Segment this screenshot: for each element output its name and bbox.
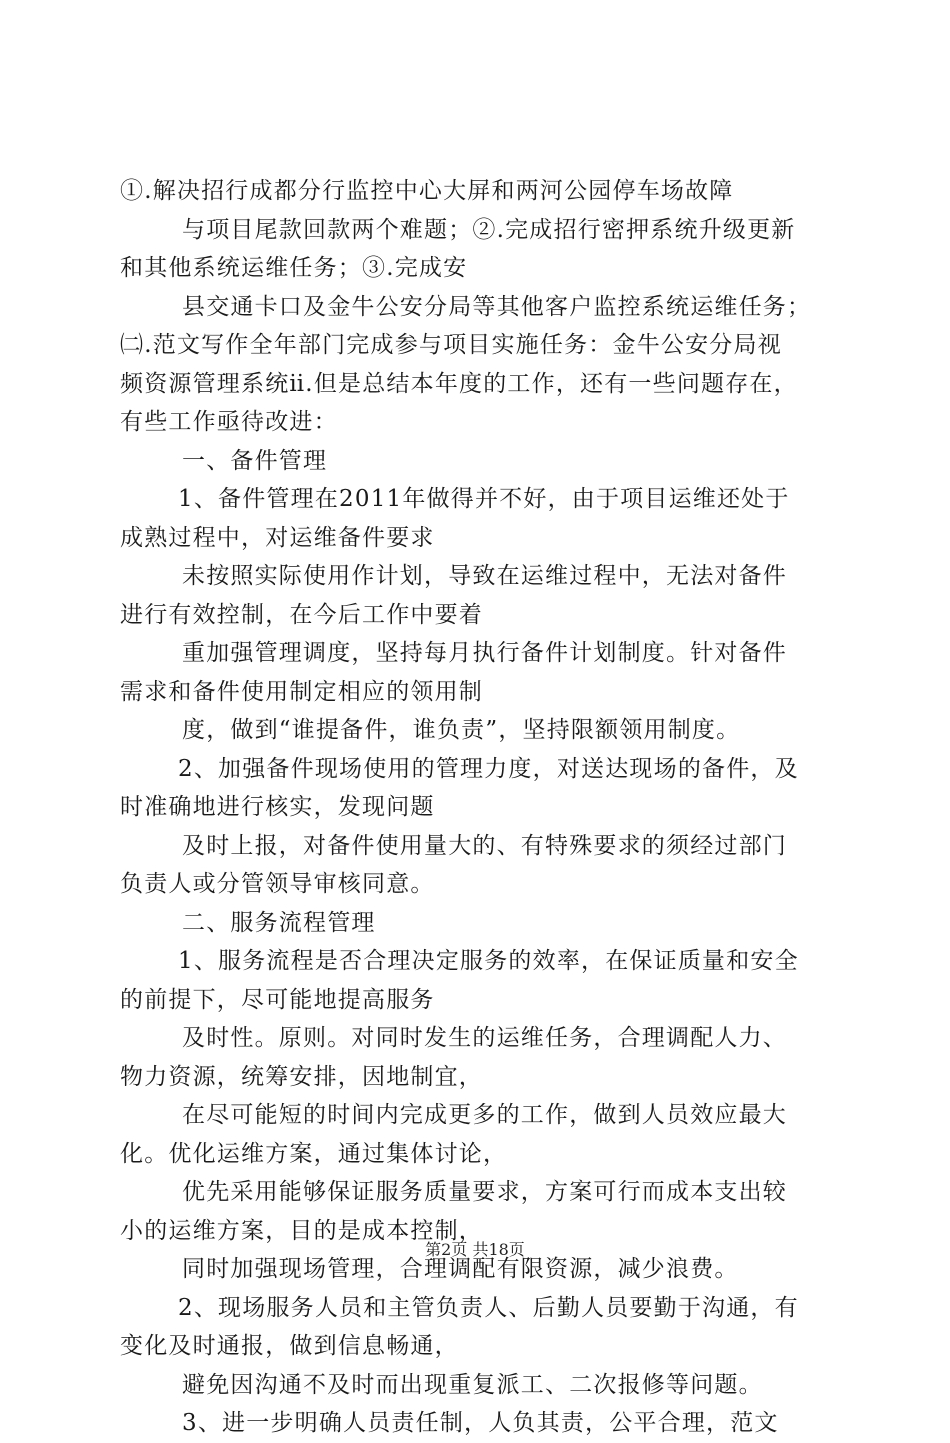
text-line: 1、服务流程是否合理决定服务的效率，在保证质量和安全 [178,948,799,974]
page-number-footer: 第2页 共18页 [425,1240,525,1259]
text-line: 和其他系统运维任务；③.完成安 [120,255,468,281]
text-line: 未按照实际使用作计划，导致在运维过程中，无法对备件 [182,563,787,589]
text-line: 县交通卡口及金牛公安分局等其他客户监控系统运维任务； [182,293,812,320]
text-line: 同时加强现场管理，合理调配有限资源，减少浪费。 [182,1256,739,1282]
text-line: ㈡.范文写作全年部门完成参与项目实施任务：金牛公安分局视 [120,332,782,358]
text-line: 有些工作亟待改进： [120,409,338,435]
text-line: 与项目尾款回款两个难题；②.完成招行密押系统升级更新 [182,216,796,243]
text-line: 及时性。原则。对同时发生的运维任务，合理调配人力、 [182,1025,787,1051]
section-heading: 一、备件管理 [182,447,328,474]
text-line: 及时上报，对备件使用量大的、有特殊要求的须经过部门 [182,832,787,859]
text-line: 在尽可能短的时间内完成更多的工作，做到人员效应最大 [182,1102,787,1128]
text-line: 3、进一步明确人员责任制，人负其责，公平合理，范文 [182,1410,779,1436]
text-line: 1、备件管理在2011年做得并不好，由于项目运维还处于 [178,486,790,512]
text-line: 进行有效控制，在今后工作中要着 [120,601,483,628]
text-line: 优先采用能够保证服务质量要求，方案可行而成本支出较 [182,1179,787,1205]
section-heading: 二、服务流程管理 [182,909,376,936]
text-line: 度，做到“谁提备件，谁负责”，坚持限额领用制度。 [182,717,741,743]
text-line: 的前提下，尽可能地提高服务 [120,986,435,1013]
text-line: 2、现场服务人员和主管负责人、后勤人员要勤于沟通，有 [178,1294,799,1321]
text-line: 负责人或分管领导审核同意。 [120,871,435,897]
text-line: 物力资源，统筹安排，因地制宜， [120,1063,483,1090]
text-line: 成熟过程中，对运维备件要求 [120,524,435,551]
text-line: ①.解决招行成都分行监控中心大屏和两河公园停车场故障 [120,178,734,204]
text-line: 变化及时通报，做到信息畅通， [120,1333,459,1359]
text-line: 小的运维方案，目的是成本控制， [120,1217,483,1244]
text-line: 避免因沟通不及时而出现重复派工、二次报修等问题。 [182,1371,763,1398]
text-line: 频资源管理系统ⅱ.但是总结本年度的工作，还有一些问题存在， [120,370,798,397]
text-line: 时准确地进行核实，发现问题 [120,794,435,820]
text-line: 2、加强备件现场使用的管理力度，对送达现场的备件，及 [178,755,799,782]
text-line: 化。优化运维方案，通过集体讨论， [120,1140,508,1167]
text-line: 重加强管理调度，坚持每月执行备件计划制度。针对备件 [182,640,787,666]
text-line: 需求和备件使用制定相应的领用制 [120,678,483,705]
